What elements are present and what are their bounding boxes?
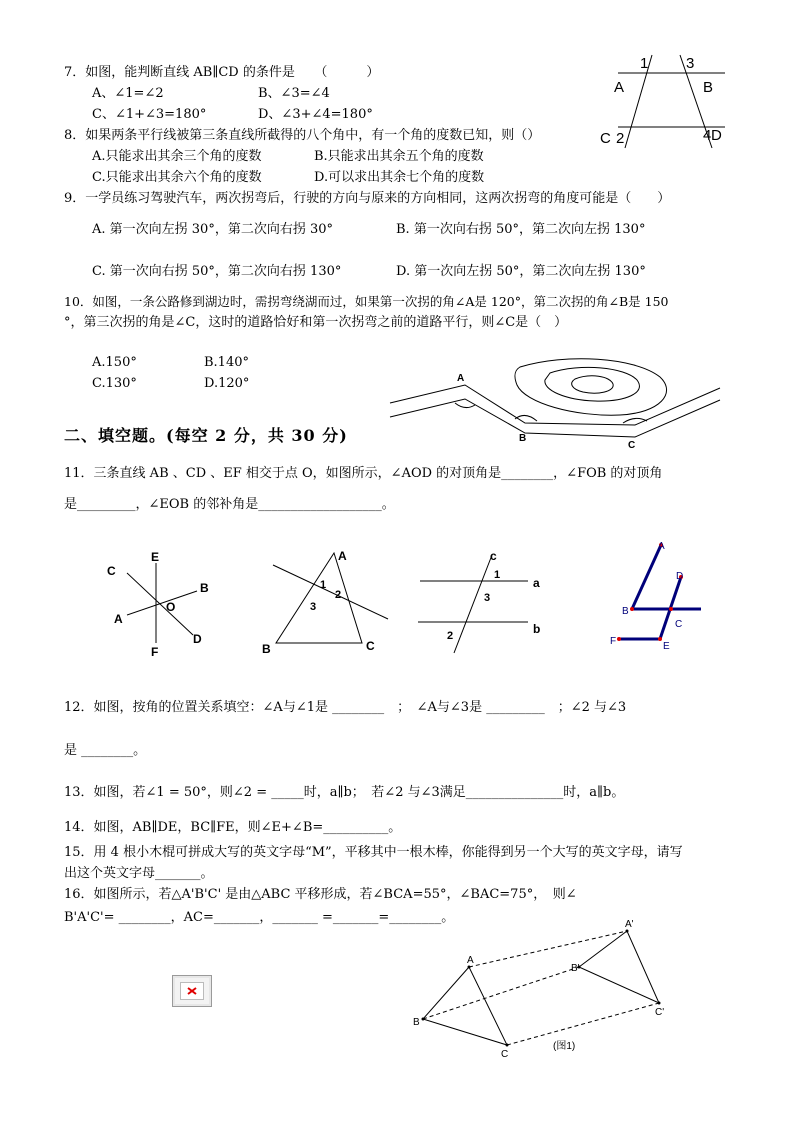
q8-option-c: C.只能求出其余六个角的度数 (92, 170, 262, 185)
line-ab (127, 591, 197, 615)
point-o-label: O (166, 600, 176, 614)
q7-option-c: C、∠1+∠3=180° (92, 107, 207, 122)
point-c-label: C (600, 130, 611, 147)
q15-line1: 15．用 4 根小木棍可拼成大写的英文字母“M”，平移其中一根木棒，你能得到另一个大写的英文字母，请写 (64, 845, 683, 860)
angle-1-label: 1 (640, 55, 649, 72)
point-c-label: C (501, 1049, 509, 1060)
q8-option-a: A.只能求出其余三个角的度数 (92, 149, 262, 164)
lake-inner (572, 376, 613, 393)
point-b-label: B (200, 581, 209, 595)
q7-option-d: D、∠3+∠4=180° (258, 107, 373, 122)
q8-stem: 8．如果两条平行线被第三条直线所截得的八个角中，有一个角的度数已知，则（） (64, 128, 541, 143)
q10-option-d: D.120° (204, 376, 250, 391)
q9-option-a: A. 第一次向左拐 30°，第二次向右拐 30° (92, 222, 334, 237)
q16-line1: 16．如图所示，若△A'B'C' 是由△ABC 平移形成，若∠BCA=55°，∠BAC=75°， 则∠ (64, 887, 577, 902)
q10-stem-line2: °，第三次拐的角是∠C，这时的道路恰好和第一次拐弯之前的道路平行，则∠C是（ ） (64, 315, 568, 330)
triangle-abc (276, 553, 362, 643)
q9-stem: 9．一学员练习驾驶汽车，两次拐弯后，行驶的方向与原来的方向相同，这两次拐弯的角度可能是（ ） (64, 191, 671, 206)
triangle-abc (423, 967, 507, 1045)
q7-stem: 7．如图，能判断直线 AB∥CD 的条件是 （ ） (64, 65, 380, 80)
q10-option-a: A.150° (92, 355, 137, 370)
point-b-prime-label: B' (571, 963, 580, 974)
point-c-label: C (675, 619, 683, 630)
line-a-label: a (533, 576, 540, 590)
point-c-label: C (366, 639, 375, 653)
point-f-label: F (610, 636, 617, 647)
point-e-label: E (151, 550, 160, 564)
figure-caption: (图1) (553, 1041, 576, 1052)
q14-figure (605, 535, 715, 660)
angle-1-label: 1 (494, 569, 501, 581)
q16-line2: B'A'C'= ________，AC=_______，_______ =_______=________。 (64, 910, 455, 925)
point-c-prime-label: C' (655, 1007, 665, 1018)
point-b-label: B (703, 79, 714, 96)
road-lower (390, 399, 720, 437)
q7-option-b: B、∠3=∠4 (258, 86, 330, 101)
point-a-label: A (658, 541, 665, 552)
cutting-line (273, 565, 388, 619)
point-d-label: D (676, 571, 684, 582)
point-a-label: A (614, 79, 625, 96)
translation-cc2 (507, 1003, 659, 1045)
section-2-heading: 二、填空题。(每空 2 分，共 30 分) (64, 426, 348, 445)
angle-c-arc (623, 418, 647, 423)
q13-figure (410, 545, 560, 655)
q10-stem-line1: 10．如图，一条公路修到湖边时，需拐弯绕湖而过，如果第一次拐的角∠A是 120°，第二次拐的角∠B是 150 (64, 294, 669, 309)
segment-ab (632, 545, 661, 609)
point-f-label: F (151, 645, 159, 659)
q12-figure (258, 545, 393, 660)
q12-line1: 12．如图，按角的位置关系填空：∠A与∠1是 ________ ； ∠A与∠3是 _________ ；∠2 与∠3 (64, 700, 627, 715)
q10-option-c: C.130° (92, 376, 137, 391)
point-a-label: A (114, 612, 123, 626)
q15-line2: 出这个英文字母_______。 (64, 866, 214, 881)
q10-option-b: B.140° (204, 355, 249, 370)
q13-text: 13．如图，若∠1 = 50°，则∠2 = _____时，a∥b； 若∠2 与∠3满足_______________时，a∥b。 (64, 785, 625, 800)
point-b-label: B (413, 1017, 420, 1028)
line-c-label: c (490, 549, 497, 563)
point-a-label: A (338, 549, 347, 563)
angle-4-label: 4 (703, 127, 712, 144)
point-d-label: D (193, 632, 202, 646)
angle-2-label: 2 (447, 630, 454, 642)
angle-3-label: 3 (484, 592, 491, 604)
q11-line1: 11．三条直线 AB 、CD 、EF 相交于点 O，如图所示，∠AOD 的对顶角是________，∠FOB 的对顶角 (64, 466, 663, 481)
angle-2-label: 2 (335, 589, 342, 601)
point-c-label: C (107, 564, 116, 578)
line-b-label: b (533, 622, 541, 636)
q9-option-c: C. 第一次向右拐 50°，第二次向右拐 130° (92, 264, 342, 279)
point-b-label: B (622, 606, 629, 617)
q16-figure (405, 915, 680, 1060)
q7-option-a: A、∠1=∠2 (92, 86, 164, 101)
point-c-label: C (628, 440, 636, 451)
q9-option-b: B. 第一次向右拐 50°，第二次向左拐 130° (396, 222, 646, 237)
q12-line2: 是 ________。 (64, 743, 147, 758)
angle-3-label: 3 (310, 601, 317, 613)
point-a-prime-label: A' (625, 919, 634, 930)
angle-a-arc (455, 403, 475, 408)
point-e-label: E (663, 641, 670, 652)
angle-3-label: 3 (686, 55, 695, 72)
q7-figure (600, 50, 730, 150)
q11-figure (105, 545, 225, 660)
q8-option-b: B.只能求出其余五个角的度数 (314, 149, 484, 164)
q11-line2: 是_________，∠EOB 的邻补角是___________________。 (64, 497, 395, 512)
q10-lake-road-figure (385, 355, 725, 455)
lake-middle (545, 367, 640, 401)
q8-option-d: D.可以求出其余七个角的度数 (314, 170, 485, 185)
line-c (454, 555, 492, 653)
point-a-label: A (457, 373, 465, 384)
q14-text: 14．如图，AB∥DE，BC∥FE，则∠E+∠B=__________。 (64, 820, 402, 835)
point-a-label: A (467, 955, 474, 966)
angle-1-label: 1 (320, 579, 327, 591)
q9-option-d: D. 第一次向左拐 50°，第二次向左拐 130° (396, 264, 646, 279)
point-d-label: D (711, 127, 722, 144)
triangle-a2b2c2 (579, 931, 659, 1003)
broken-image-icon (172, 975, 212, 1007)
angle-2-label: 2 (616, 130, 625, 147)
point-b-label: B (262, 642, 271, 656)
point-b-label: B (519, 433, 527, 444)
